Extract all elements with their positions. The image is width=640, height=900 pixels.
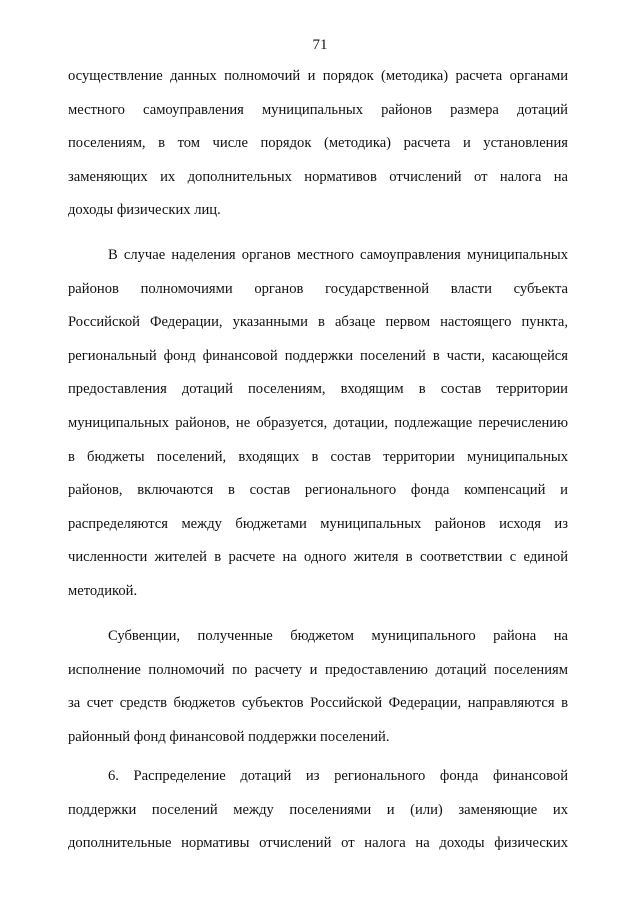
- paragraph-1: [68, 60, 568, 228]
- text-line: В случае наделения органов местного самоуправления муниципальных: [108, 247, 568, 263]
- text-line: 6. Распределение дотаций из регионального фонда финансовой: [108, 768, 568, 784]
- text-line: региональный фонд финансовой поддержки поселений в части, касающейся: [68, 347, 568, 364]
- text-line: исполнение полномочий по расчету и предоставлению дотаций поселениям: [68, 661, 568, 678]
- text-line: осуществление данных полномочий и порядок (методика) расчета органами: [68, 68, 568, 84]
- paragraph-3: [68, 620, 568, 754]
- text-line: районов, включаются в состав регионального фонда компенсаций и: [68, 482, 568, 499]
- text-line: дополнительные нормативы отчислений от налога на доходы физических: [68, 835, 568, 852]
- text-line: методикой.: [68, 582, 138, 599]
- text-line: поселениям, в том числе порядок (методика) расчета и установления: [68, 135, 568, 152]
- text-line: поддержки поселений между поселениями и (или) заменяющие их: [68, 801, 568, 818]
- text-line: заменяющих их дополнительных нормативов отчислений от налога на: [68, 168, 568, 185]
- text-line: Субвенции, полученные бюджетом муниципального района на: [108, 628, 568, 644]
- text-line: численности жителей в расчете на одного жителя в соответствии с единой: [68, 549, 568, 566]
- paragraph-4: [68, 760, 568, 861]
- text-line: доходы физических лиц.: [68, 202, 221, 219]
- text-line: за счет средств бюджетов субъектов Российской Федерации, направляются в: [68, 695, 568, 712]
- paragraph-2: [68, 239, 568, 609]
- text-line: местного самоуправления муниципальных районов размера дотаций: [68, 101, 568, 118]
- text-line: в бюджеты поселений, входящих в состав территории муниципальных: [68, 448, 568, 465]
- text-line: районов полномочиями органов государственной власти субъекта: [68, 280, 568, 297]
- text-line: муниципальных районов, не образуется, дотации, подлежащие перечислению: [68, 414, 568, 431]
- text-line: Российской Федерации, указанными в абзаце первом настоящего пункта,: [68, 314, 568, 331]
- text-line: распределяются между бюджетами муниципальных районов исходя из: [68, 515, 568, 532]
- text-line: районный фонд финансовой поддержки поселений.: [68, 728, 390, 745]
- page-number: 71: [312, 37, 328, 53]
- text-line: предоставления дотаций поселениям, входящим в состав территории: [68, 381, 568, 398]
